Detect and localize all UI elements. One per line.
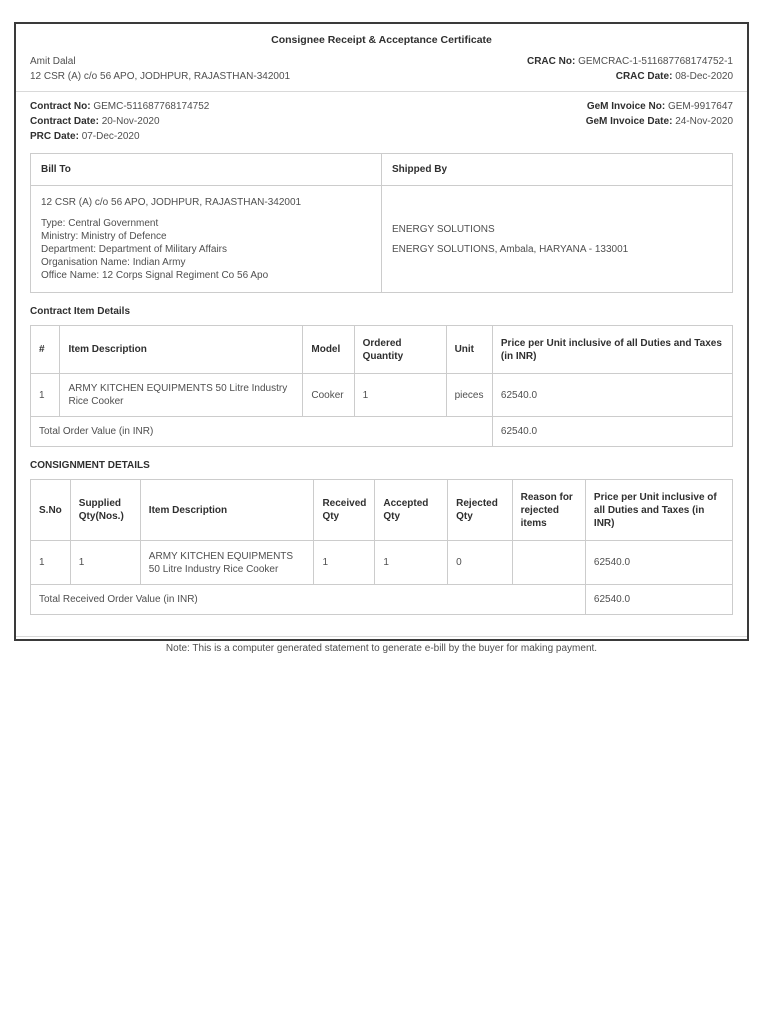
contract-info-row — [30, 99, 733, 144]
col-ordered-quantity: Ordered Quantity — [354, 326, 446, 374]
crac-date-line — [527, 69, 733, 84]
total-received-value-label: Total Received Order Value (in INR) — [31, 585, 586, 615]
invoice-date-value: 24-Nov-2020 — [675, 116, 733, 127]
crac-no-line — [527, 54, 733, 69]
item-description: ARMY KITCHEN EQUIPMENTS 50 Litre Industry Rice Cooker — [60, 374, 303, 417]
col-rejection-reason: Reason for rejected items — [512, 480, 585, 541]
total-order-value: 62540.0 — [492, 417, 732, 447]
col-sno: S.No — [31, 480, 71, 541]
col-supplied-qty: Supplied Qty(Nos.) — [70, 480, 140, 541]
consignment-item-row — [31, 541, 733, 585]
crac-no-value: GEMCRAC-1-511687768174752-1 — [578, 56, 733, 67]
item-model: Cooker — [303, 374, 354, 417]
consignment-details-table — [30, 479, 733, 615]
consign-item-description: ARMY KITCHEN EQUIPMENTS 50 Litre Industry Rice Cooker — [140, 541, 314, 585]
consignee-block — [30, 54, 290, 84]
shipper-name: ENERGY SOLUTIONS — [392, 223, 495, 235]
bill-ship-content-row — [31, 186, 733, 293]
consignment-details-heading: CONSIGNMENT DETAILS — [30, 460, 150, 471]
consignee-address: 12 CSR (A) c/o 56 APO, JODHPUR, RAJASTHAN-342001 — [30, 71, 291, 82]
bill-to-cell — [31, 186, 382, 293]
crac-no-label: CRAC No: — [526, 56, 576, 67]
contract-items-total-row — [31, 417, 733, 447]
bill-to-type: Type: Central Government — [41, 218, 159, 229]
contract-no-label: Contract No: — [30, 101, 91, 112]
shipped-by-cell — [382, 186, 733, 293]
bill-to-organisation: Organisation Name: Indian Army — [41, 257, 186, 268]
col-item-description: Item Description — [60, 326, 303, 374]
bill-ship-table — [30, 153, 733, 293]
invoice-block — [586, 99, 733, 144]
contract-items-table — [30, 325, 733, 447]
shipper-address: ENERGY SOLUTIONS, Ambala, HARYANA - 133001 — [392, 243, 629, 255]
contract-items-header-row — [31, 326, 733, 374]
item-ordered-quantity: 1 — [354, 374, 446, 417]
col-accepted-qty: Accepted Qty — [375, 480, 448, 541]
item-unit: pieces — [446, 374, 492, 417]
invoice-date-label: GeM Invoice Date: — [585, 116, 673, 127]
invoice-no-line — [586, 99, 733, 114]
contract-no-value: GEMC-511687768174752 — [93, 101, 210, 112]
contract-block — [30, 99, 209, 144]
bill-to-header: Bill To — [31, 154, 382, 186]
col-model: Model — [303, 326, 354, 374]
col-price-per-unit: Price per Unit inclusive of all Duties and Taxes (in INR) — [492, 326, 732, 374]
col-serial: # — [31, 326, 60, 374]
total-order-value-label: Total Order Value (in INR) — [31, 417, 493, 447]
col-consign-item-description: Item Description — [140, 480, 314, 541]
col-unit: Unit — [446, 326, 492, 374]
contract-date-label: Contract Date: — [30, 116, 99, 127]
prc-date-value: 07-Dec-2020 — [81, 131, 140, 142]
crac-date-value: 08-Dec-2020 — [675, 71, 733, 82]
document-title: Consignee Receipt & Acceptance Certificate — [271, 34, 492, 46]
consign-sno: 1 — [31, 541, 71, 585]
item-price: 62540.0 — [492, 374, 732, 417]
prc-date-label: PRC Date: — [30, 131, 79, 142]
contract-date-value: 20-Nov-2020 — [101, 116, 160, 127]
header-row — [30, 54, 733, 84]
contract-date-line — [30, 114, 209, 129]
prc-date-line — [30, 129, 209, 144]
consign-price: 62540.0 — [585, 541, 732, 585]
certificate-container — [14, 22, 749, 654]
col-received-qty: Received Qty — [314, 480, 375, 541]
bill-to-details — [41, 217, 371, 282]
col-consign-price: Price per Unit inclusive of all Duties and Taxes (in INR) — [585, 480, 732, 541]
col-rejected-qty: Rejected Qty — [448, 480, 512, 541]
bill-to-office: Office Name: 12 Corps Signal Regiment Co 56 Apo — [41, 270, 269, 281]
header-divider — [16, 91, 747, 92]
total-received-value: 62540.0 — [585, 585, 732, 615]
consign-received-qty: 1 — [314, 541, 375, 585]
contract-items-heading: Contract Item Details — [30, 306, 131, 317]
shipped-by-header: Shipped By — [382, 154, 733, 186]
consign-rejection-reason — [512, 541, 585, 585]
consignee-name: Amit Dalal — [30, 56, 76, 67]
crac-block — [527, 54, 733, 84]
consign-rejected-qty: 0 — [448, 541, 512, 585]
consign-supplied-qty: 1 — [70, 541, 140, 585]
consignment-total-row — [31, 585, 733, 615]
item-serial: 1 — [31, 374, 60, 417]
bill-to-ministry: Ministry: Ministry of Defence — [41, 231, 167, 242]
footer-note: Note: This is a computer generated statement to generate e-bill by the buyer for making payment. — [165, 643, 598, 654]
bill-to-department: Department: Department of Military Affairs — [41, 244, 227, 255]
contract-item-row — [31, 374, 733, 417]
invoice-date-line — [586, 114, 733, 129]
consignment-header-row — [31, 480, 733, 541]
crac-date-label: CRAC Date: — [615, 71, 673, 82]
bill-to-address: 12 CSR (A) c/o 56 APO, JODHPUR, RAJASTHAN-342001 — [41, 197, 302, 208]
bill-ship-header-row — [31, 154, 733, 186]
consign-accepted-qty: 1 — [375, 541, 448, 585]
contract-no-line — [30, 99, 209, 114]
invoice-no-label: GeM Invoice No: — [586, 101, 666, 112]
invoice-no-value: GEM-9917647 — [667, 101, 733, 112]
